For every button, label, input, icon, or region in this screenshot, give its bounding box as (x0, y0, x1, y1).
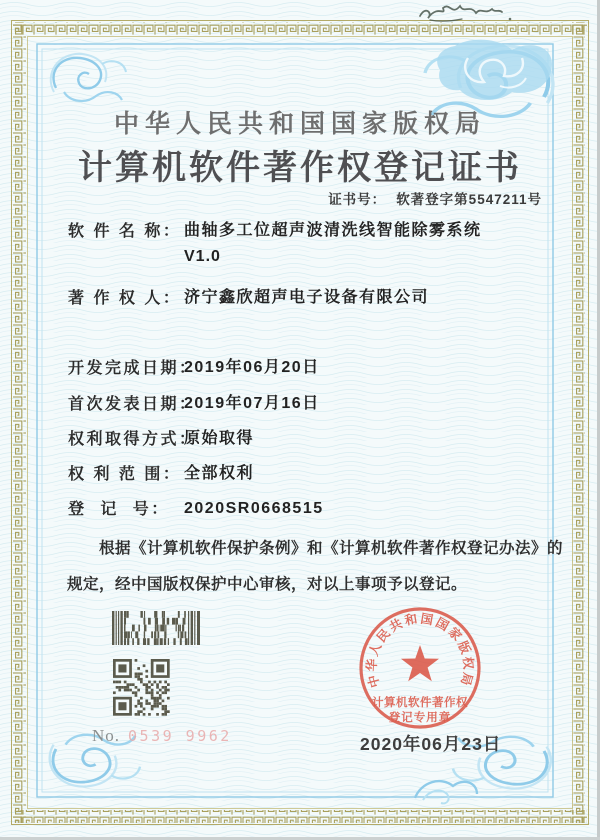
pdf417-barcode (112, 611, 200, 650)
field-label: 登 记 号： (68, 501, 170, 518)
field-value: 2019年07月16日 (184, 395, 320, 412)
field-label: 著 作 权 人： (68, 290, 182, 307)
field-registration-number (0, 496, 600, 518)
issue-date: 2020年06月23日 (360, 734, 502, 754)
field-label: 权利取得方式： (68, 431, 198, 448)
field-rights-scope (0, 461, 600, 483)
field-label: 权 利 范 围： (68, 466, 182, 483)
field-label: 首次发表日期： (68, 396, 198, 413)
field-software-name (0, 218, 600, 265)
field-dev-complete-date (0, 355, 600, 377)
authority-title: 中华人民共和国国家版权局 (113, 111, 486, 138)
certificate-number-label: 证书号： (328, 192, 387, 207)
field-label: 软 件 名 称： (68, 223, 182, 240)
field-value: 2019年06月20日 (184, 359, 320, 376)
field-value: 曲轴多工位超声波清洗线智能除雾系统 V1.0 (184, 218, 482, 270)
certificate-number-line (328, 188, 542, 208)
field-label: 开发完成日期： (68, 360, 198, 377)
declaration-line-1: 根据《计算机软件保护条例》和《计算机软件著作权登记办法》的 (99, 540, 564, 557)
field-rights-acquisition (0, 426, 600, 448)
field-value: 济宁鑫欣超声电子设备有限公司 (184, 289, 430, 306)
field-first-publish-date (0, 391, 600, 413)
seal-text-line2: 登记专用章 (388, 712, 452, 724)
field-value: 全部权利 (184, 465, 255, 482)
certificate-title: 计算机软件著作权登记证书 (78, 150, 522, 187)
seal-ring-text: 中华人民共和国国家版权局 (364, 611, 476, 690)
qr-code (113, 659, 170, 721)
certificate-number-value: 软著登字第5547211号 (396, 192, 542, 207)
serial-number-line (92, 726, 232, 746)
field-value: 2020SR0668515 (184, 500, 324, 517)
serial-number-label: No. (92, 726, 121, 745)
software-version: V1.0 (184, 248, 221, 265)
field-value: 原始取得 (184, 430, 255, 447)
red-star-icon (401, 645, 439, 681)
field-copyright-owner (0, 285, 600, 307)
declaration-line-2: 规定，经中国版权保护中心审核，对以上事项予以登记。 (67, 576, 468, 593)
seal-text-line1: 计算机软件著作权 (372, 697, 468, 709)
serial-number-value: 0539 9962 (128, 727, 232, 745)
official-seal (350, 598, 495, 743)
